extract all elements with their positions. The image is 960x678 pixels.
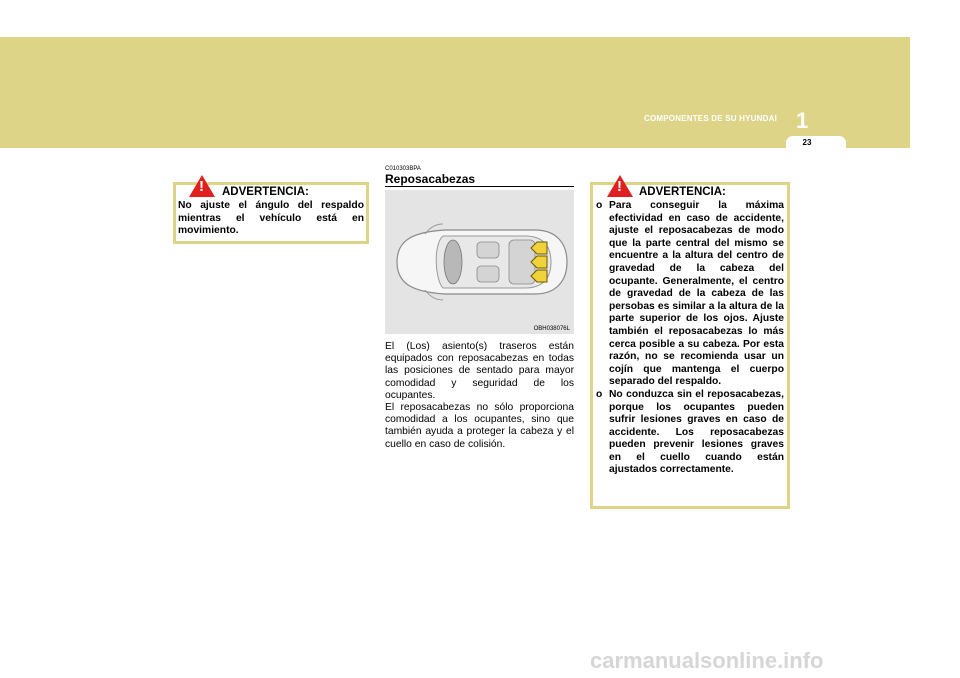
figure-code: OBH038076L bbox=[533, 326, 570, 332]
section-code: C010303BPA bbox=[385, 166, 421, 172]
warning-list-container bbox=[596, 200, 784, 477]
front-seat-left bbox=[477, 242, 499, 258]
windshield bbox=[444, 240, 462, 284]
car-top-view-illustration bbox=[385, 190, 574, 334]
section-title: Reposacabezas bbox=[385, 172, 476, 186]
warning-title: ADVERTENCIA: bbox=[639, 186, 726, 198]
warning-list bbox=[596, 200, 784, 477]
warning-triangle-icon: ! bbox=[607, 175, 633, 197]
list-item: o No conduzca sin el reposacabezas, porque los ocupantes pueden sufrir lesiones graves en caso de accidente. Los reposacabezas pueden prevenir lesiones graves en el cuello cuando están ajustados correctamente. bbox=[596, 388, 784, 476]
section-divider bbox=[385, 186, 574, 187]
body-paragraph-2: El reposacabezas no sólo proporciona comodidad a los ocupantes, sino que también ayuda a proteger la cabeza y el cuello en caso de colisión. bbox=[385, 402, 574, 450]
warning-title: ADVERTENCIA: bbox=[222, 186, 309, 198]
chapter-title: COMPONENTES DE SU HYUNDAI bbox=[644, 114, 778, 123]
body-paragraph-1: El (Los) asiento(s) traseros están equipados con reposacabezas en todas las posiciones de sentado para mayor comodidad y seguridad de los ocupantes. bbox=[385, 341, 574, 401]
section-body bbox=[385, 341, 574, 451]
warning-box-left bbox=[173, 178, 369, 244]
warning-box-right bbox=[590, 178, 790, 509]
header-band bbox=[0, 37, 910, 148]
warning-text: No ajuste el ángulo del respaldo mientras el vehículo está en movimiento. bbox=[178, 200, 364, 237]
page-number: 23 bbox=[802, 138, 812, 147]
front-seat-right bbox=[477, 266, 499, 282]
warning-triangle-icon: ! bbox=[189, 175, 215, 197]
headrest-figure bbox=[385, 190, 574, 334]
chapter-number: 1 bbox=[796, 108, 809, 133]
list-item: o Para conseguir la máxima efectividad en caso de accidente, ajuste el reposacabezas de modo que la parte central del mismo se encuentre a la altura del centro de gravedad de la cabeza del ocupante. Generalmente, el centro de gravedad de la cabeza de las persobas es similar a la altura de la parte superior de los ojos. Ajuste también el reposacabezas lo más cerca posible a su cabeza. Por esta razón, no se recomienda usar un cojín que mantenga el cuerpo separado del respaldo. bbox=[596, 200, 784, 388]
watermark: carmanualsonline.info bbox=[590, 648, 824, 673]
